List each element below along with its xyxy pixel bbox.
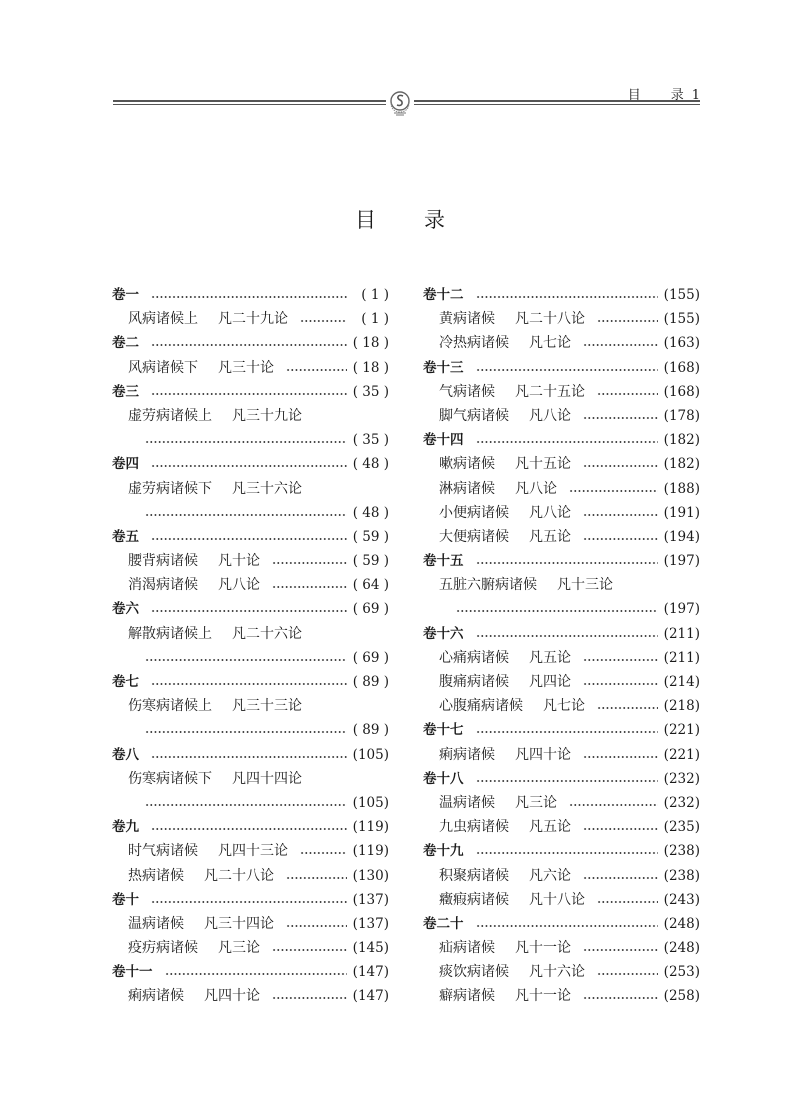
entry-discourse-count: 凡四十论 [204,988,260,1005]
toc-section-entry [112,767,389,791]
dot-leader [583,509,658,517]
entry-discourse-count: 凡二十九论 [218,311,288,328]
dot-leader [583,460,658,468]
entry-page-number: ( 89 ) [353,718,389,742]
toc-section-entry [423,936,700,960]
dot-leader [583,654,658,662]
toc-section-entry [423,525,700,549]
entry-page-number: ( 105 ) [353,743,389,767]
toc-volume-entry [423,356,700,380]
entry-title: 风病诸候下 [128,359,198,376]
toc-volume-entry [112,525,389,549]
dot-leader [145,654,347,662]
header-rule-right [414,100,700,105]
entry-page-number: ( 197 ) [664,597,700,621]
entry-page-number: ( 163 ) [664,331,700,355]
toc-section-entry [423,888,700,912]
entry-page-number: ( 59 ) [353,549,389,573]
toc-volume-entry [423,428,700,452]
dot-leader [145,436,347,444]
toc-section-entry [423,477,700,501]
entry-title: 心痛病诸候 [439,649,509,666]
dot-leader [476,775,658,783]
entry-discourse-count: 凡八论 [529,504,571,521]
toc-section-entry [112,984,389,1008]
entry-title: 卷十二 [423,287,464,303]
toc-section-entry [112,573,389,597]
toc-section-entry [112,839,389,863]
page-title [0,204,800,234]
entry-page-number: ( 182 ) [664,428,700,452]
toc-volume-entry [423,622,700,646]
dot-leader [476,557,658,565]
toc-column-left [112,283,389,1009]
toc-volume-entry [423,767,700,791]
entry-title: 卷二 [112,335,139,352]
toc-section-entry [423,743,700,767]
toc-column-right [423,283,700,1009]
entry-title: 黄病诸候 [439,311,495,328]
entry-page-number: ( 235 ) [664,815,700,839]
entry-discourse-count: 凡七论 [543,698,585,715]
entry-title: 卷三 [112,383,139,400]
entry-discourse-count: 凡十一论 [515,988,571,1005]
entry-title: 小便病诸候 [439,504,509,521]
toc-section-entry [423,452,700,476]
page-title-text: 目录 [355,208,445,232]
entry-title: 卷十四 [423,432,464,449]
entry-title: 癖病诸候 [439,988,495,1005]
header-rule-left [113,100,386,105]
running-head-title: 目录 [627,88,684,103]
dot-leader [597,968,658,976]
dot-leader [476,920,658,928]
dot-leader [476,630,658,638]
dot-leader [145,799,347,807]
entry-discourse-count: 凡二十八论 [204,867,274,884]
entry-page-number: ( 18 ) [353,356,389,380]
entry-title: 心腹痛病诸候 [439,698,523,715]
entry-title: 温病诸候 [128,915,184,932]
entry-page-number: ( 147 ) [353,984,389,1008]
entry-page-number: ( 214 ) [664,670,700,694]
entry-title: 积聚病诸候 [439,867,509,884]
entry-discourse-count: 凡四十论 [515,746,571,763]
entry-page-number: ( 221 ) [664,743,700,767]
toc-volume-entry [423,718,700,742]
dot-leader [583,339,658,347]
dot-leader [583,872,658,880]
toc-section-entry [423,404,700,428]
dot-leader [151,678,347,686]
toc-volume-entry [112,815,389,839]
entry-title: 卷七 [112,674,139,690]
toc-section-entry [112,477,389,501]
entry-title: 卷八 [112,746,139,763]
entry-discourse-count: 凡十论 [218,553,260,570]
dot-leader [151,605,347,613]
entry-title: 卷十九 [423,843,464,860]
dot-leader [286,920,347,928]
entry-title: 卷十一 [112,964,153,981]
toc-section-entry [112,622,389,646]
entry-title: 卷二十 [423,915,464,932]
dot-leader [272,581,347,589]
entry-page-number: ( 243 ) [664,888,700,912]
entry-page-number: ( 248 ) [664,936,700,960]
entry-discourse-count: 凡二十五论 [515,383,585,400]
entry-discourse-count: 凡三论 [218,940,260,957]
toc-section-entry [423,646,700,670]
entry-discourse-count: 凡三十九论 [232,407,302,424]
toc-section-entry [112,864,389,888]
entry-title: 风病诸候上 [128,311,198,328]
dot-leader [272,557,347,565]
entry-discourse-count: 凡八论 [529,407,571,424]
entry-title: 卷十五 [423,553,464,570]
toc-section-entry [112,404,389,428]
entry-page-number: ( 59 ) [353,525,389,549]
toc-continuation-line [112,646,389,670]
dot-leader [286,872,347,880]
entry-discourse-count: 凡四十四论 [232,770,302,787]
entry-title: 气病诸候 [439,383,495,400]
toc-volume-entry [112,597,389,621]
dot-leader [583,533,658,541]
entry-discourse-count: 凡五论 [529,649,571,666]
entry-discourse-count: 凡十三论 [557,577,613,594]
toc-section-entry [423,573,700,597]
toc-section-entry [112,307,389,331]
entry-page-number: ( 64 ) [353,573,389,597]
entry-title: 卷十七 [423,722,464,739]
toc-volume-entry [112,283,389,307]
entry-page-number: ( 1 ) [353,307,389,331]
entry-discourse-count: 凡四论 [529,674,571,690]
entry-title: 虚劳病诸候下 [128,480,212,497]
entry-title: 卷四 [112,456,139,473]
entry-title: 痰饮病诸候 [439,964,509,981]
toc-section-entry [423,331,700,355]
entry-page-number: ( 238 ) [664,864,700,888]
entry-page-number: ( 232 ) [664,767,700,791]
entry-title: 解散病诸候上 [128,625,212,642]
toc-volume-entry [423,839,700,863]
entry-discourse-count: 凡十六论 [529,964,585,981]
entry-title: 淋病诸候 [439,480,495,497]
entry-title: 虚劳病诸候上 [128,407,212,424]
toc-section-entry [423,694,700,718]
entry-title: 脚气病诸候 [439,407,509,424]
entry-title: 伤寒病诸候下 [128,770,212,787]
entry-page-number: ( 253 ) [664,960,700,984]
entry-discourse-count: 凡三十三论 [232,698,302,715]
entry-title: 卷五 [112,528,139,545]
entry-page-number: ( 178 ) [664,404,700,428]
dot-leader [151,460,347,468]
dot-leader [456,605,658,613]
toc-section-entry [112,936,389,960]
dot-leader [476,364,658,372]
toc-volume-entry [112,452,389,476]
entry-title: 消渴病诸候 [128,577,198,594]
entry-title: 卷一 [112,287,139,303]
dot-leader [151,339,347,347]
dot-leader [583,678,658,686]
entry-discourse-count: 凡十八论 [529,891,585,908]
toc-section-entry [423,984,700,1008]
toc-section-entry [112,912,389,936]
entry-page-number: ( 35 ) [353,380,389,404]
toc-volume-entry [112,670,389,694]
entry-page-number: ( 194 ) [664,525,700,549]
toc-section-entry [112,356,389,380]
entry-discourse-count: 凡二十六论 [232,625,302,642]
entry-title: 温病诸候 [439,794,495,811]
entry-page-number: ( 155 ) [664,283,700,307]
entry-page-number: ( 69 ) [353,646,389,670]
entry-page-number: ( 35 ) [353,428,389,452]
dot-leader [145,509,347,517]
dot-leader [476,847,658,855]
dot-leader [151,823,347,831]
toc-section-entry [423,815,700,839]
entry-discourse-count: 凡八论 [515,480,557,497]
dot-leader [300,847,347,855]
dot-leader [272,992,347,1000]
entry-discourse-count: 凡三十论 [218,359,274,376]
entry-page-number: ( 119 ) [353,839,389,863]
entry-title: 五脏六腑病诸候 [439,577,537,594]
entry-discourse-count: 凡三十四论 [204,915,274,932]
dot-leader [286,364,347,372]
toc-continuation-line [112,791,389,815]
dot-leader [569,799,658,807]
entry-title: 伤寒病诸候上 [128,698,212,715]
entry-page-number: ( 119 ) [353,815,389,839]
entry-page-number: ( 137 ) [353,888,389,912]
toc-section-entry [423,791,700,815]
entry-page-number: ( 18 ) [353,331,389,355]
toc-volume-entry [423,549,700,573]
dot-leader [597,896,658,904]
entry-title: 腰背病诸候 [128,553,198,570]
toc-section-entry [423,960,700,984]
toc-volume-entry [112,380,389,404]
publisher-emblem-icon [388,89,412,117]
entry-page-number: ( 238 ) [664,839,700,863]
entry-discourse-count: 凡八论 [218,577,260,594]
entry-discourse-count: 凡六论 [529,867,571,884]
entry-title: 九虫病诸候 [439,819,509,836]
dot-leader [300,315,347,323]
toc-section-entry [423,307,700,331]
entry-page-number: ( 89 ) [353,670,389,694]
dot-leader [583,992,658,1000]
toc-continuation-line [112,718,389,742]
dot-leader [165,968,347,976]
entry-page-number: ( 69 ) [353,597,389,621]
dot-leader [151,291,347,299]
entry-discourse-count: 凡三论 [515,794,557,811]
entry-discourse-count: 凡十五论 [515,456,571,473]
entry-title: 疝病诸候 [439,940,495,957]
entry-discourse-count: 凡二十八论 [515,311,585,328]
toc-continuation-line [112,501,389,525]
entry-title: 时气病诸候 [128,843,198,860]
dot-leader [597,702,658,710]
dot-leader [597,388,658,396]
entry-title: 卷十三 [423,359,464,376]
toc-section-entry [112,549,389,573]
entry-page-number: ( 197 ) [664,549,700,573]
dot-leader [583,412,658,420]
toc-volume-entry [112,743,389,767]
entry-title: 卷十八 [423,770,464,787]
dot-leader [145,726,347,734]
toc-volume-entry [112,960,389,984]
entry-title: 腹痛病诸候 [439,674,509,690]
entry-page-number: ( 130 ) [353,864,389,888]
toc-section-entry [423,501,700,525]
entry-page-number: ( 1 ) [353,283,389,307]
dot-leader [476,436,658,444]
toc-continuation-line [112,428,389,452]
entry-title: 热病诸候 [128,867,184,884]
dot-leader [272,944,347,952]
entry-discourse-count: 凡四十三论 [218,843,288,860]
dot-leader [476,291,658,299]
dot-leader [597,315,658,323]
entry-title: 疫疠病诸候 [128,940,198,957]
entry-page-number: ( 211 ) [664,646,700,670]
toc-section-entry [423,380,700,404]
dot-leader [583,944,658,952]
entry-title: 冷热病诸候 [439,335,509,352]
toc-volume-entry [423,912,700,936]
entry-page-number: ( 248 ) [664,912,700,936]
entry-discourse-count: 凡十一论 [515,940,571,957]
entry-page-number: ( 182 ) [664,452,700,476]
entry-page-number: ( 218 ) [664,694,700,718]
entry-title: 大便病诸候 [439,528,509,545]
toc-volume-entry [112,888,389,912]
toc-section-entry [423,670,700,694]
toc-continuation-line [423,597,700,621]
entry-page-number: ( 145 ) [353,936,389,960]
toc-volume-entry [423,283,700,307]
toc-volume-entry [112,331,389,355]
entry-page-number: ( 48 ) [353,452,389,476]
entry-page-number: ( 48 ) [353,501,389,525]
entry-page-number: ( 137 ) [353,912,389,936]
entry-page-number: ( 147 ) [353,960,389,984]
entry-page-number: ( 258 ) [664,984,700,1008]
entry-discourse-count: 凡五论 [529,819,571,836]
entry-page-number: ( 221 ) [664,718,700,742]
entry-title: 痢病诸候 [439,746,495,763]
entry-page-number: ( 168 ) [664,380,700,404]
dot-leader [151,388,347,396]
entry-page-number: ( 188 ) [664,477,700,501]
running-head-page-number: 1 [691,88,700,103]
dot-leader [151,751,347,759]
entry-title: 卷六 [112,601,139,618]
entry-title: 卷十 [112,891,139,908]
entry-title: 卷九 [112,819,139,836]
dot-leader [151,533,347,541]
dot-leader [476,726,658,734]
entry-discourse-count: 凡七论 [529,335,571,352]
dot-leader [569,485,658,493]
entry-page-number: ( 191 ) [664,501,700,525]
dot-leader [151,896,347,904]
entry-page-number: ( 155 ) [664,307,700,331]
entry-discourse-count: 凡五论 [529,528,571,545]
entry-page-number: ( 168 ) [664,356,700,380]
toc-section-entry [423,864,700,888]
toc-section-entry [112,694,389,718]
entry-title: 癥瘕病诸候 [439,891,509,908]
entry-title: 卷十六 [423,625,464,642]
entry-page-number: ( 105 ) [353,791,389,815]
entry-title: 嗽病诸候 [439,456,495,473]
dot-leader [583,751,658,759]
entry-page-number: ( 211 ) [664,622,700,646]
entry-page-number: ( 232 ) [664,791,700,815]
entry-discourse-count: 凡三十六论 [232,480,302,497]
entry-title: 痢病诸候 [128,988,184,1005]
dot-leader [583,823,658,831]
